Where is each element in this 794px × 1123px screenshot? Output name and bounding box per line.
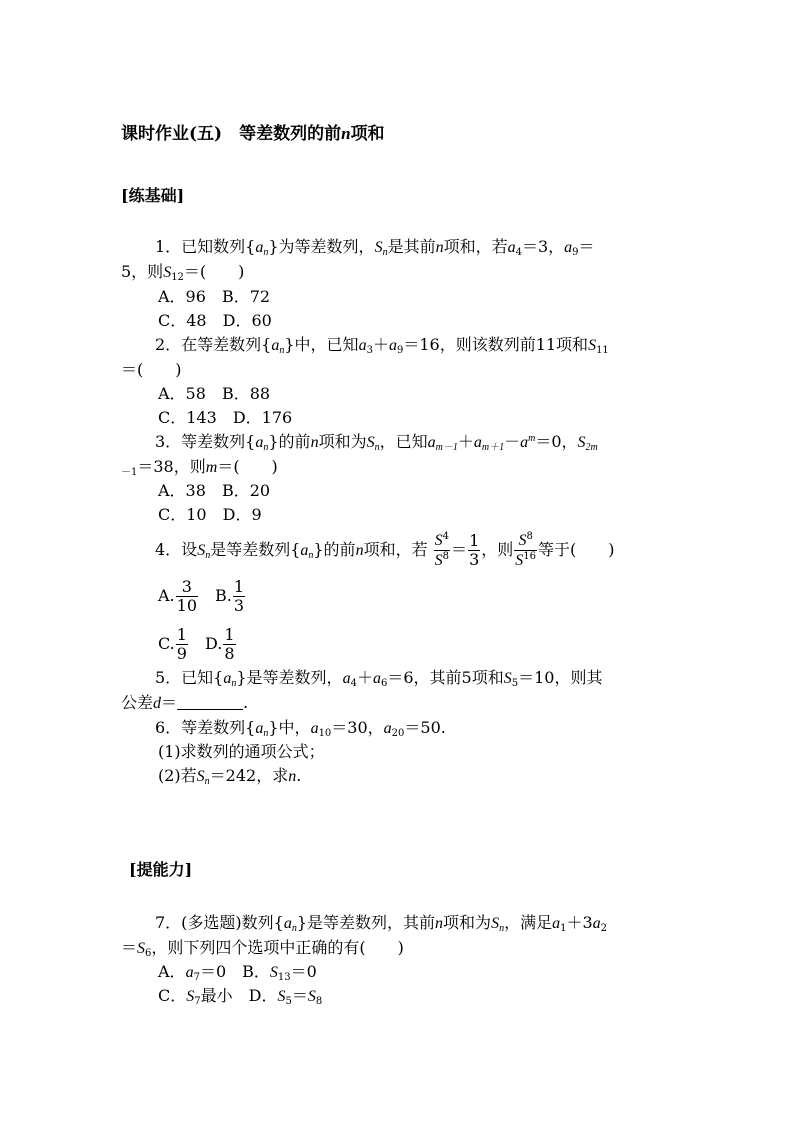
option-b[interactable]: B．20 <box>221 481 271 500</box>
fraction-one-third: $\frac{1}{3}$ <box>469 531 480 569</box>
option-a[interactable]: A．$a_7=0$ <box>158 962 227 983</box>
option-c[interactable]: C．48 <box>158 311 207 330</box>
option-a[interactable]: A．38 <box>158 481 206 500</box>
question-5-cont: 公差d＝ . <box>121 693 249 712</box>
question-1: 1．已知数列$\{a_n\}$为等差数列，$S_n$是其前n项和，若$a_4=3$，$a_9=$ <box>155 237 595 258</box>
question-3: 3．等差数列$\{a_n\}$的前n项和为$S_n$，已知$a_{m-1}+a_{m+1}-a^m=0$，$S_{2m}$ <box>155 432 598 453</box>
option-d[interactable]: D．176 <box>232 408 293 427</box>
fraction-s8-s16: $\frac{S^8}{S^{16}}$ <box>515 531 536 569</box>
option-b[interactable]: B．88 <box>221 384 271 403</box>
question-5: 5．已知$\{a_n\}$是等差数列，$a_4+a_6=6$，其前5项和$S_5=10$，则其 <box>155 668 603 689</box>
question-2-cont: ＝( ) <box>121 360 182 379</box>
question-4-options-ab <box>158 575 246 617</box>
option-c[interactable]: C．$S_7$最小 <box>158 986 233 1007</box>
option-a[interactable]: A．58 <box>158 384 206 403</box>
fraction-s4-s8: $\frac{S^4}{S^8}$ <box>434 531 450 569</box>
section-advanced-heading: [提能力] <box>129 860 193 879</box>
question-2-options-ab <box>158 384 270 404</box>
question-3-options-ab <box>158 481 270 501</box>
option-d[interactable]: D．9 <box>222 505 262 524</box>
section-basic-heading: [练基础] <box>121 186 185 205</box>
question-6-part-2: (2)若$S_n=242$，求n. <box>158 766 302 787</box>
option-b[interactable]: B．$S_{13}=0$ <box>242 962 317 983</box>
option-d[interactable]: D．$S_5=S_8$ <box>248 986 323 1007</box>
question-6-part-1: (1)求数列的通项公式； <box>158 742 325 761</box>
answer-blank[interactable] <box>177 694 243 710</box>
option-b[interactable]: B．72 <box>221 287 271 306</box>
page-title: 课时作业(五) 等差数列的前n项和 <box>121 124 385 144</box>
question-2-options-cd <box>158 408 292 428</box>
question-6: 6．等差数列$\{a_n\}$中，$a_{10}=30$，$a_{20}=50$. <box>155 718 446 739</box>
question-1-options-ab <box>158 287 270 307</box>
question-4: 4．设$S_n$是等差数列$\{a_n\}$的前n项和，若 $\frac{S^4}{S^8}$ ＝ $\frac{1}{3}$ ，则 $\frac{S^8}{S^{16}}$ 等于( ) <box>155 531 615 569</box>
option-c[interactable]: C．10 <box>158 505 207 524</box>
option-a[interactable]: A. $\frac{3}{10}$ <box>158 577 197 615</box>
question-1-cont: 5，则$S_{12}=$( ) <box>121 262 245 283</box>
question-7-cont: $=S_6$，则下列四个选项中正确的有( ) <box>121 938 404 959</box>
option-d[interactable]: D．60 <box>222 311 272 330</box>
option-d[interactable]: D. $\frac{1}{8}$ <box>204 625 235 663</box>
question-3-cont: $_{-1}$＝38，则m＝( ) <box>121 457 278 478</box>
question-4-options-cd <box>158 623 237 665</box>
option-a[interactable]: A．96 <box>158 287 206 306</box>
option-c[interactable]: C. $\frac{1}{9}$ <box>158 625 187 663</box>
question-7-options-cd <box>158 986 322 1007</box>
question-7-options-ab <box>158 962 317 983</box>
question-1-options-cd <box>158 311 272 331</box>
question-2: 2．在等差数列$\{a_n\}$中，已知$a_3+a_9=16$，则该数列前11项和$S_{11}$ <box>155 335 609 356</box>
option-b[interactable]: B. $\frac{1}{3}$ <box>215 577 245 615</box>
option-c[interactable]: C．143 <box>158 408 217 427</box>
question-7: 7．(多选题)数列$\{a_n\}$是等差数列，其前n项和为$S_n$，满足$a_1+3a_2$ <box>155 913 608 934</box>
question-3-options-cd <box>158 505 262 525</box>
